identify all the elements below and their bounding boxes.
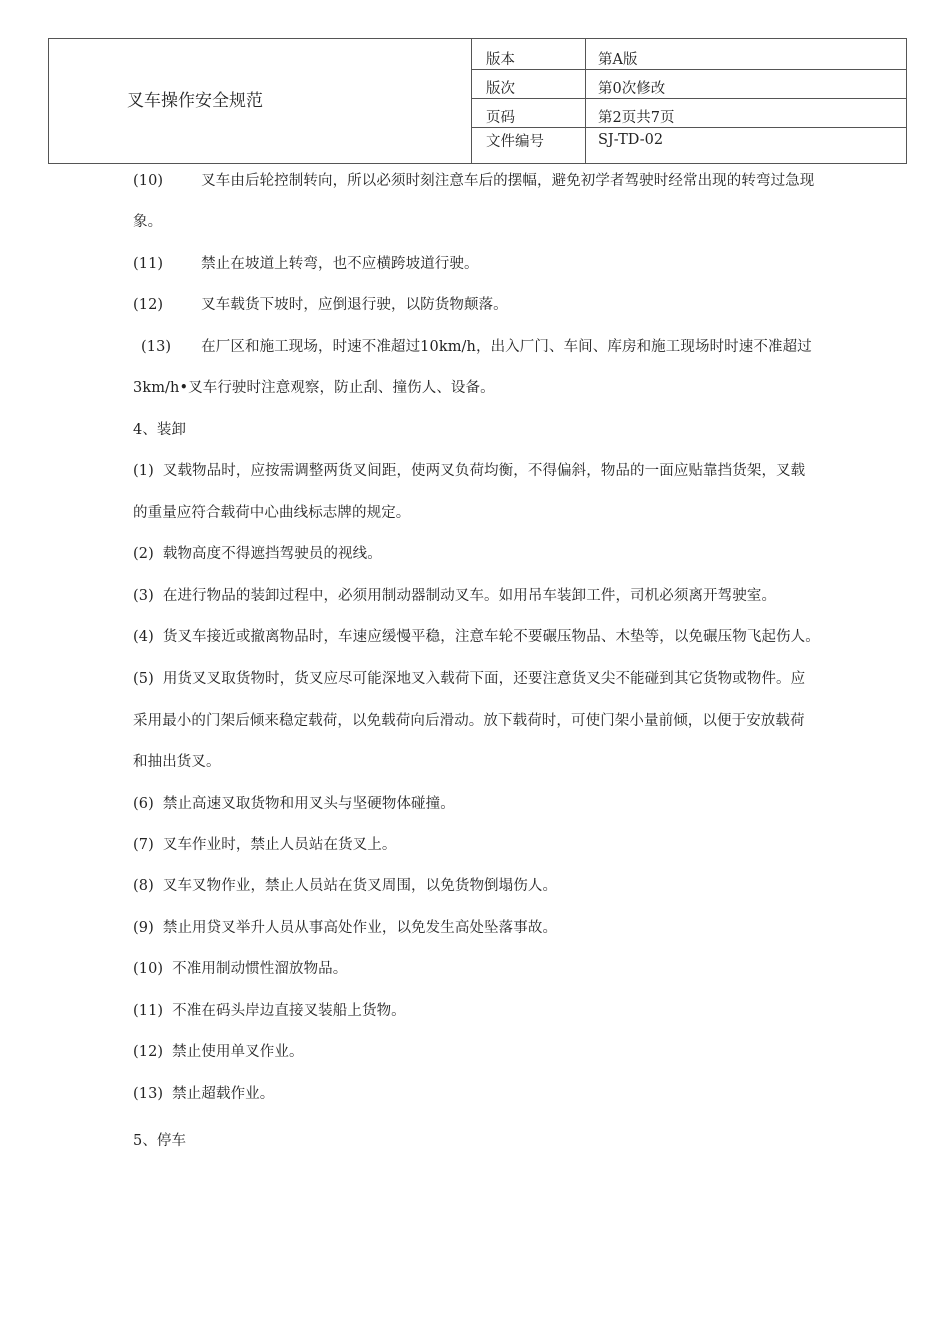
list-item-load-12 — [133, 1043, 908, 1061]
list-item-drive-11 — [133, 255, 908, 273]
list-item-drive-12 — [133, 296, 908, 314]
item-text: 载物高度不得遮挡驾驶员的视线。 — [162, 546, 382, 562]
list-item-drive-10 — [133, 172, 908, 190]
item-text: 叉车由后轮控制转向，所以必须时刻注意车后的摆幅，避免初学者驾驶时经常出现的转弯过急现 — [201, 173, 815, 189]
list-item-load-1 — [133, 462, 908, 480]
item-text: 象。 — [133, 214, 163, 230]
item-text: 不准用制动惯性溜放物品。 — [172, 961, 348, 977]
list-item-load-3 — [133, 587, 908, 605]
document-number-label: 文件编号 — [472, 128, 586, 164]
document-header-table — [48, 38, 907, 164]
item-text: 禁止在坡道上转弯，也不应横跨坡道行驶。 — [201, 256, 479, 272]
list-item-load-5 — [133, 670, 908, 688]
item-number: (11) — [133, 256, 164, 272]
item-number: (8) — [133, 878, 154, 894]
item-text: 叉车载货下坡时，应倒退行驶，以防货物颠落。 — [201, 297, 508, 313]
list-item-drive-13-continued — [133, 379, 908, 397]
item-number: (12) — [133, 1044, 164, 1060]
item-text: 3km/h•叉车行驶时注意观察，防止刮、撞伤人、设备。 — [133, 380, 495, 396]
list-item-load-13 — [133, 1085, 908, 1103]
item-number: (5) — [133, 671, 154, 687]
item-number: (11) — [133, 1003, 164, 1019]
version-value: 第A版 — [586, 39, 907, 70]
item-text: 叉车叉物作业，禁止人员站在货叉周围，以免货物倒塌伤人。 — [162, 878, 558, 894]
item-text: 货叉车接近或撤离物品时，车速应缓慢平稳，注意车轮不要碾压物品、木垫等，以免碾压物飞起伤人。 — [162, 629, 820, 645]
item-text: 不准在码头岸边直接叉装船上货物。 — [172, 1003, 406, 1019]
item-number: (12) — [133, 297, 164, 313]
item-number: (6) — [133, 796, 154, 812]
item-number: (4) — [133, 629, 154, 645]
item-text: 禁止超载作业。 — [172, 1086, 275, 1102]
list-item-drive-10-continued — [133, 213, 908, 231]
list-item-load-11 — [133, 1002, 908, 1020]
page-number-label: 页码 — [472, 99, 586, 128]
list-item-load-2 — [133, 545, 908, 563]
section-heading-parking: 5、停车 — [133, 1133, 187, 1149]
item-text: 在厂区和施工现场，时速不准超过10km/h，出入厂门、车间、库房和施工现场时时速不准超过 — [201, 339, 812, 355]
item-text: 采用最小的门架后倾来稳定载荷，以免载荷向后滑动。放下载荷时，可使门架小量前倾，以便于安放载荷 — [133, 713, 805, 729]
list-item-load-7 — [133, 836, 908, 854]
list-item-drive-13 — [141, 338, 916, 356]
list-item-load-10 — [133, 960, 908, 978]
item-number: (3) — [133, 588, 154, 604]
document-number-value: SJ-TD-02 — [586, 128, 907, 164]
item-text: 禁止高速叉取货物和用叉头与坚硬物体碰撞。 — [162, 796, 455, 812]
item-number: (10) — [133, 961, 164, 977]
item-text: 用货叉叉取货物时，货叉应尽可能深地叉入载荷下面，还要注意货叉尖不能碰到其它货物或物件。应 — [162, 671, 806, 687]
item-text: 禁止用贷叉举升人员从事高处作业，以免发生高处坠落事故。 — [162, 920, 558, 936]
list-item-load-6 — [133, 795, 908, 813]
item-text: 叉车作业时，禁止人员站在货叉上。 — [162, 837, 397, 853]
item-number: (13) — [141, 339, 172, 355]
item-number: (2) — [133, 546, 154, 562]
version-label: 版本 — [472, 39, 586, 70]
item-text: 的重量应符合载荷中心曲线标志牌的规定。 — [133, 505, 411, 521]
item-text: 叉载物品时，应按需调整两货叉间距，使两叉负荷均衡，不得偏斜，物品的一面应贴靠挡货架，叉载 — [162, 463, 806, 479]
list-item-load-5-continued — [133, 712, 908, 730]
item-text: 禁止使用单叉作业。 — [172, 1044, 304, 1060]
item-number: (9) — [133, 920, 154, 936]
list-item-load-5-continued — [133, 753, 908, 771]
section-heading-loading: 4、装卸 — [133, 422, 187, 438]
item-number: (13) — [133, 1086, 164, 1102]
list-item-load-4 — [133, 628, 908, 646]
list-item-load-1-continued — [133, 504, 908, 522]
document-title: 叉车操作安全规范 — [49, 39, 472, 164]
item-number: (1) — [133, 463, 154, 479]
page-number-value: 第2页共7页 — [586, 99, 907, 128]
revision-label: 版次 — [472, 70, 586, 99]
revision-value: 第0次修改 — [586, 70, 907, 99]
item-text: 和抽出货叉。 — [133, 754, 221, 770]
list-item-load-9 — [133, 919, 908, 937]
item-number: (7) — [133, 837, 154, 853]
item-text: 在进行物品的装卸过程中，必须用制动器制动叉车。如用吊车装卸工件，司机必须离开驾驶室。 — [162, 588, 777, 604]
item-number: (10) — [133, 173, 164, 189]
list-item-load-8 — [133, 877, 908, 895]
